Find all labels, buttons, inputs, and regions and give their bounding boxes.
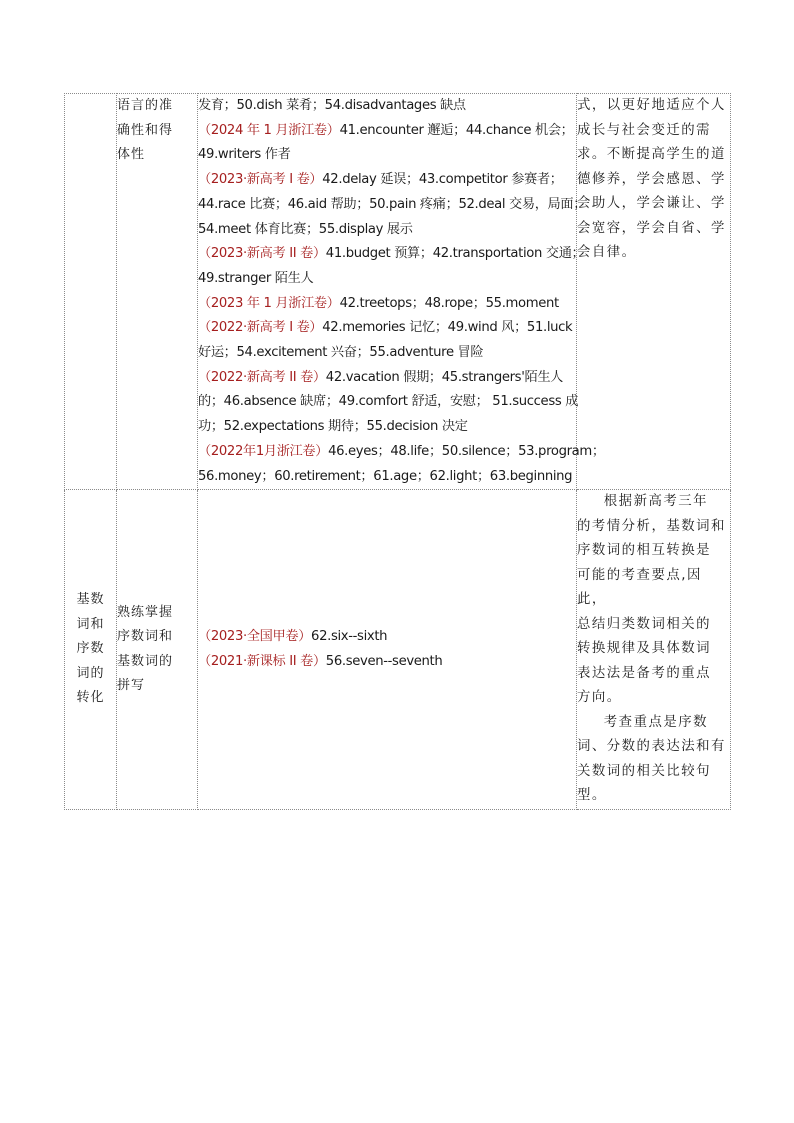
skill-line: 体性 <box>117 147 146 162</box>
exam-source: （2024 年 1 月浙江卷） <box>198 122 340 138</box>
exam-source: （2023 年 1 月浙江卷） <box>198 295 340 311</box>
note-line: 会助人，学会谦让、学 <box>577 196 726 211</box>
table-row <box>65 490 731 810</box>
vocab-line: （2023·新高考 I 卷）42.delay 延误；43.competitor 参赛者； <box>198 172 563 188</box>
exam-source: （2022·新高考 I 卷） <box>198 320 323 336</box>
skill-cell <box>117 490 198 810</box>
note-line: 方向。 <box>577 690 622 706</box>
exam-source: （2023·新高考 I 卷） <box>198 172 323 188</box>
syllabus-table <box>64 93 731 810</box>
vocab-line: （2022年1月浙江卷）46.eyes；48.life；50.silence；53.program； <box>198 443 605 459</box>
note-line: 式，以更好地适应个人 <box>577 98 726 113</box>
note-line: 德修养，学会感恩、学 <box>577 171 726 187</box>
vocab-line: 好运；54.excitement 兴奋；55.adventure 冒险 <box>198 345 484 361</box>
note-line: 转换规律及具体数词 <box>577 641 712 657</box>
note-line: 表达法是备考的重点 <box>577 665 712 681</box>
note-line: 总结归类数词相关的 <box>577 616 712 632</box>
skill-line: 拼写 <box>117 678 146 693</box>
vocab-line: 功；52.expectations 期待；55.decision 决定 <box>198 419 468 435</box>
vocab-line: （2023 年 1 月浙江卷）42.treetops；48.rope；55.moment <box>198 295 559 311</box>
teaching-notes-cell <box>577 94 731 490</box>
note-line: 的考情分析，基数词和 <box>577 518 726 534</box>
skill-line: 语言的准 <box>117 98 174 113</box>
note-paragraph: 根据新高考三年 <box>603 494 709 510</box>
exam-vocab-cell <box>198 94 605 490</box>
vocab-line: （2023·全国甲卷）62.six--sixth <box>198 628 388 644</box>
note-line: 会宽容，学会自省、学 <box>577 220 726 236</box>
exam-source: （2023·全国甲卷） <box>198 628 312 644</box>
vocab-line: （2022·新高考 II 卷）42.vacation 假期；45.strangers'陌生人 <box>198 369 563 385</box>
exam-source: （2022年1月浙江卷） <box>198 443 329 459</box>
note-line: 关数词的相关比较句 <box>577 763 712 779</box>
vocab-line: （2022·新高考 I 卷）42.memories 记忆；49.wind 风；51.luck <box>198 320 573 336</box>
skill-line: 确性和得 <box>117 122 174 138</box>
skill-line: 序数词和 <box>117 629 174 644</box>
skill-cell <box>117 94 198 490</box>
note-paragraph: 考查重点是序数 <box>603 714 709 730</box>
exam-source: （2022·新高考 II 卷） <box>198 369 326 385</box>
exam-vocab-cell <box>198 490 577 810</box>
exam-source: （2023·新高考 II 卷） <box>198 246 326 262</box>
category-cell: 基数 词和 序数 词的 转化 <box>65 490 117 810</box>
skill-line: 熟练掌握 <box>117 604 174 620</box>
vocab-line: 54.meet 体育比赛；55.display 展示 <box>198 221 413 237</box>
vocab-line: （2023·新高考 II 卷）41.budget 预算；42.transportation 交通； <box>198 246 585 262</box>
vocab-line: 49.stranger 陌生人 <box>198 270 314 286</box>
note-line: 会自律。 <box>577 245 637 260</box>
teaching-notes-cell <box>577 490 731 810</box>
vocab-line: 56.money；60.retirement；61.age；62.light；63.beginning <box>198 468 573 484</box>
vocab-line: 44.race 比赛；46.aid 帮助；50.pain 疼痛；52.deal 交易，局面； <box>198 196 587 212</box>
vocab-line: （2021·新课标 II 卷）56.seven--seventh <box>198 653 443 669</box>
note-line: 可能的考查要点,因此， <box>577 567 702 608</box>
skill-line: 基数词的 <box>117 653 174 669</box>
note-line: 词、分数的表达法和有 <box>577 739 726 755</box>
vocab-line: 发育；50.dish 菜肴；54.disadvantages 缺点 <box>198 98 466 113</box>
note-line: 成长与社会变迁的需 <box>577 122 712 138</box>
vocab-line: 的；46.absence 缺席；49.comfort 舒适，安慰； 51.success 成 <box>198 394 579 410</box>
note-line: 求。不断提高学生的道 <box>577 147 726 162</box>
exam-source: （2021·新课标 II 卷） <box>198 653 326 669</box>
category-cell-empty <box>65 94 117 490</box>
table-row <box>65 94 731 490</box>
note-line: 型。 <box>577 788 607 804</box>
note-line: 序数词的相互转换是 <box>577 543 712 559</box>
vocab-line: （2024 年 1 月浙江卷）41.encounter 邂逅；44.chance 机会； <box>198 122 574 138</box>
vocab-line: 49.writers 作者 <box>198 147 291 163</box>
